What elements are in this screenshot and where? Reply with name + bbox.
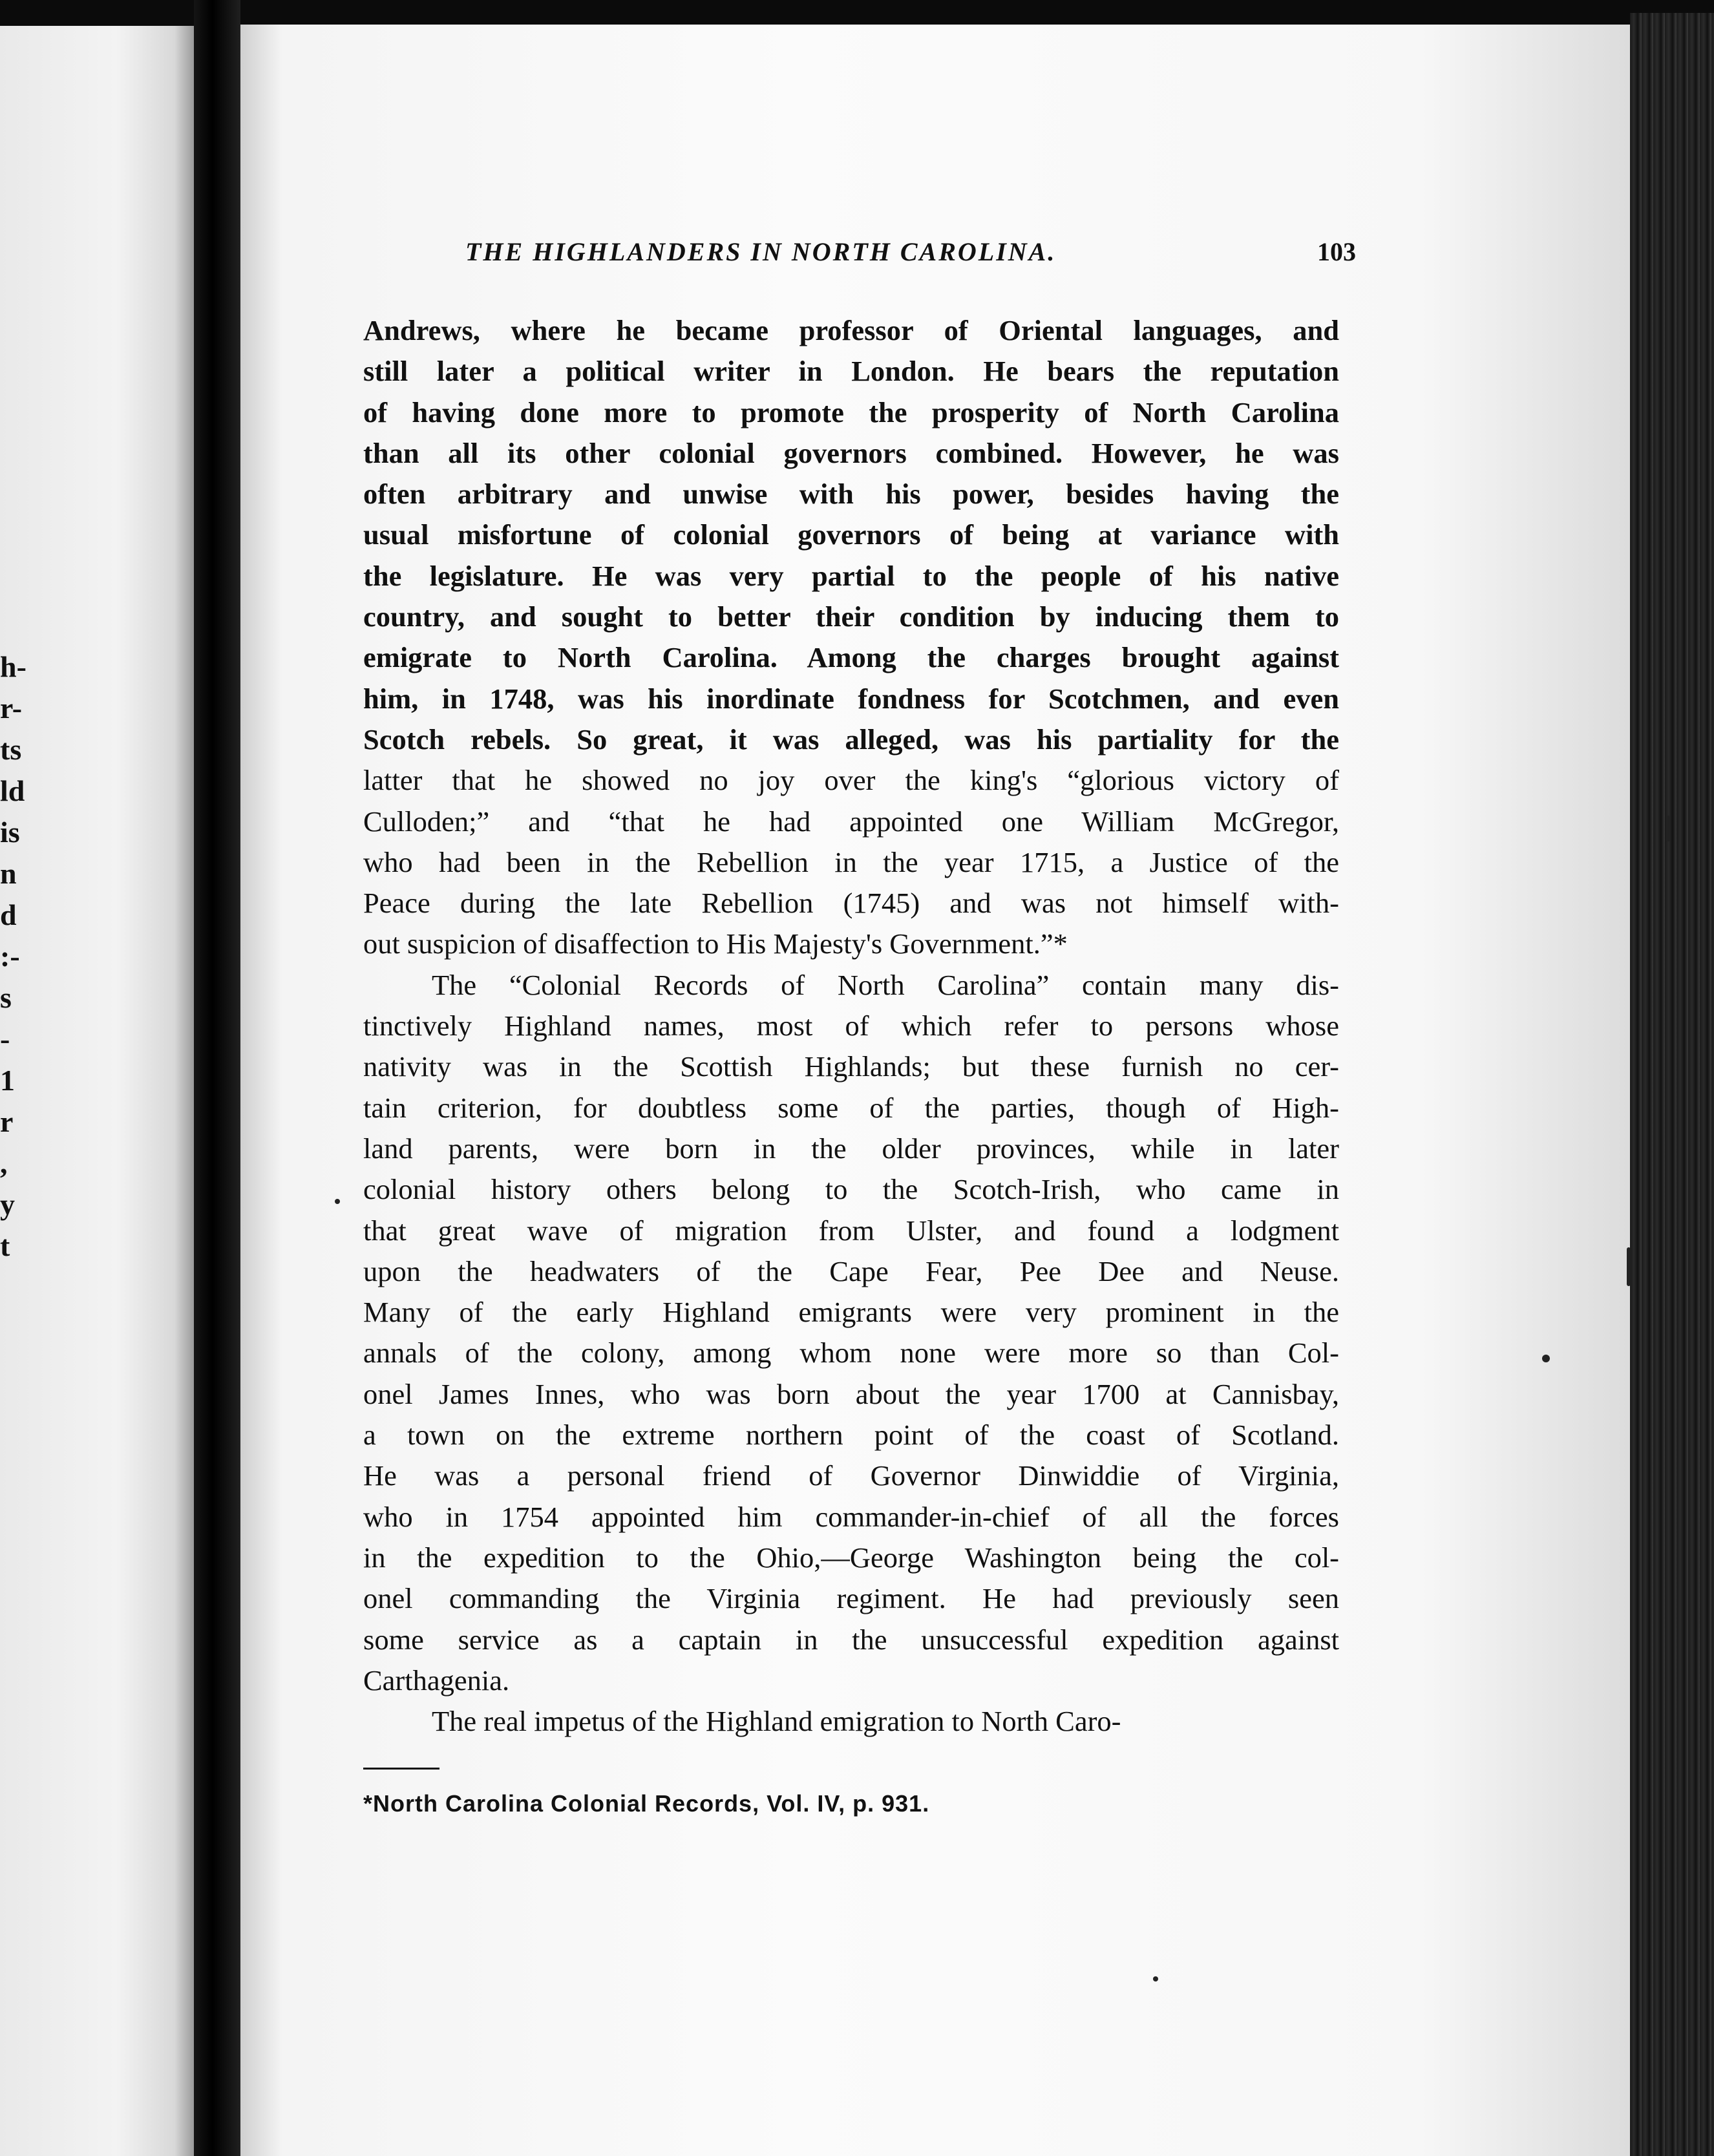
running-head: THE HIGHLANDERS IN NORTH CAROLINA. [465, 237, 1057, 266]
text-line: him, in 1748, was his inordinate fondness for Scotchmen, and even [363, 682, 1339, 715]
text-line: usual misfortune of colonial governors of being at variance with [363, 518, 1339, 551]
scan-speck [1627, 1247, 1631, 1286]
scan-speck [1153, 1976, 1158, 1982]
fragment: r [0, 1105, 14, 1138]
paragraph-3 [363, 1701, 1339, 1742]
fragment: ts [0, 733, 22, 766]
fragment: y [0, 1188, 15, 1221]
fragment: ld [0, 774, 25, 807]
text-line: Scotch rebels. So great, it was alleged, was his partiality for the [363, 723, 1339, 756]
text-line: Many of the early Highland emigrants were very prominent in the [363, 1296, 1339, 1329]
text-line: onel commanding the Virginia regiment. He had previously seen [363, 1582, 1339, 1615]
text-line: still later a political writer in London. He bears the reputation [363, 355, 1339, 388]
fragment: r- [0, 692, 23, 724]
text-line: nativity was in the Scottish Highlands; but these furnish no cer- [363, 1050, 1339, 1083]
fragment: - [0, 1022, 10, 1055]
fragment: :- [0, 940, 20, 973]
fragment: , [0, 1147, 8, 1179]
text-line: Culloden;” and “that he had appointed one William McGregor, [363, 805, 1339, 838]
text-line: a town on the extreme northern point of the coast of Scotland. [363, 1419, 1339, 1452]
text-line: the legislature. He was very partial to the people of his native [363, 559, 1339, 592]
facing-page-edge [0, 26, 194, 2156]
paragraph-2 [363, 965, 1339, 1701]
text-line: He was a personal friend of Governor Dinwiddie of Virginia, [363, 1459, 1339, 1492]
text-line: onel James Innes, who was born about the year 1700 at Cannisbay, [363, 1377, 1339, 1410]
text-line: The real impetus of the Highland emigration to North Caro- [432, 1705, 1121, 1738]
text-line: tain criterion, for doubtless some of the parties, though of High- [363, 1091, 1339, 1124]
text-line: often arbitrary and unwise with his power, besides having the [363, 478, 1339, 511]
paragraph-1 [363, 310, 1339, 760]
text-line: country, and sought to better their condition by inducing them to [363, 600, 1339, 633]
page-header [465, 237, 1356, 275]
text-line: colonial history others belong to the Scotch-Irish, who came in [363, 1173, 1339, 1206]
scan-speck [1542, 1355, 1550, 1362]
fragment: s [0, 981, 12, 1014]
text-line: of having done more to promote the prosperity of North Carolina [363, 396, 1339, 428]
text-line: The “Colonial Records of North Carolina” contain many dis- [432, 968, 1339, 1001]
footnote: *North Carolina Colonial Records, Vol. IV, p. 931. [363, 1790, 930, 1817]
page-number: 103 [1317, 237, 1356, 266]
text-line: Carthagenia. [363, 1664, 510, 1696]
fragment: t [0, 1229, 10, 1262]
facing-page-text-fragments [0, 646, 52, 1267]
text-line: who in 1754 appointed him commander-in-chief of all the forces [363, 1500, 1339, 1533]
paragraph-1-continued [363, 760, 1339, 964]
text-line: emigrate to North Carolina. Among the charges brought against [363, 641, 1339, 674]
scan-speck [1666, 816, 1670, 841]
fragment: d [0, 898, 17, 931]
text-line: Andrews, where he became professor of Oriental languages, and [363, 314, 1339, 346]
fragment: h- [0, 650, 26, 683]
text-line: upon the headwaters of the Cape Fear, Pee Dee and Neuse. [363, 1254, 1339, 1287]
text-line: that great wave of migration from Ulster, and found a lodgment [363, 1214, 1339, 1247]
text-line: annals of the colony, among whom none were more so than Col- [363, 1337, 1339, 1369]
footnote-rule [363, 1768, 439, 1770]
text-line: Peace during the late Rebellion (1745) and was not himself with- [363, 887, 1339, 920]
fragment: n [0, 857, 17, 890]
text-line: land parents, were born in the older provinces, while in later [363, 1132, 1339, 1165]
scan-speck [335, 1199, 340, 1204]
text-line: latter that he showed no joy over the king's “glorious victory of [363, 764, 1339, 797]
page-stack-edge [1630, 13, 1714, 2156]
text-line: some service as a captain in the unsuccessful expedition against [363, 1623, 1339, 1656]
text-line: who had been in the Rebellion in the year 1715, a Justice of the [363, 845, 1339, 878]
book-gutter [194, 0, 240, 2156]
body-text [363, 310, 1339, 1742]
text-line: out suspicion of disaffection to His Majesty's Government.”* [363, 927, 1068, 960]
text-line: tinctively Highland names, most of which refer to persons whose [363, 1009, 1339, 1042]
text-line: than all its other colonial governors combined. However, he was [363, 436, 1339, 469]
fragment: is [0, 816, 20, 849]
fragment: 1 [0, 1064, 15, 1097]
text-line: in the expedition to the Ohio,—George Washington being the col- [363, 1541, 1339, 1574]
